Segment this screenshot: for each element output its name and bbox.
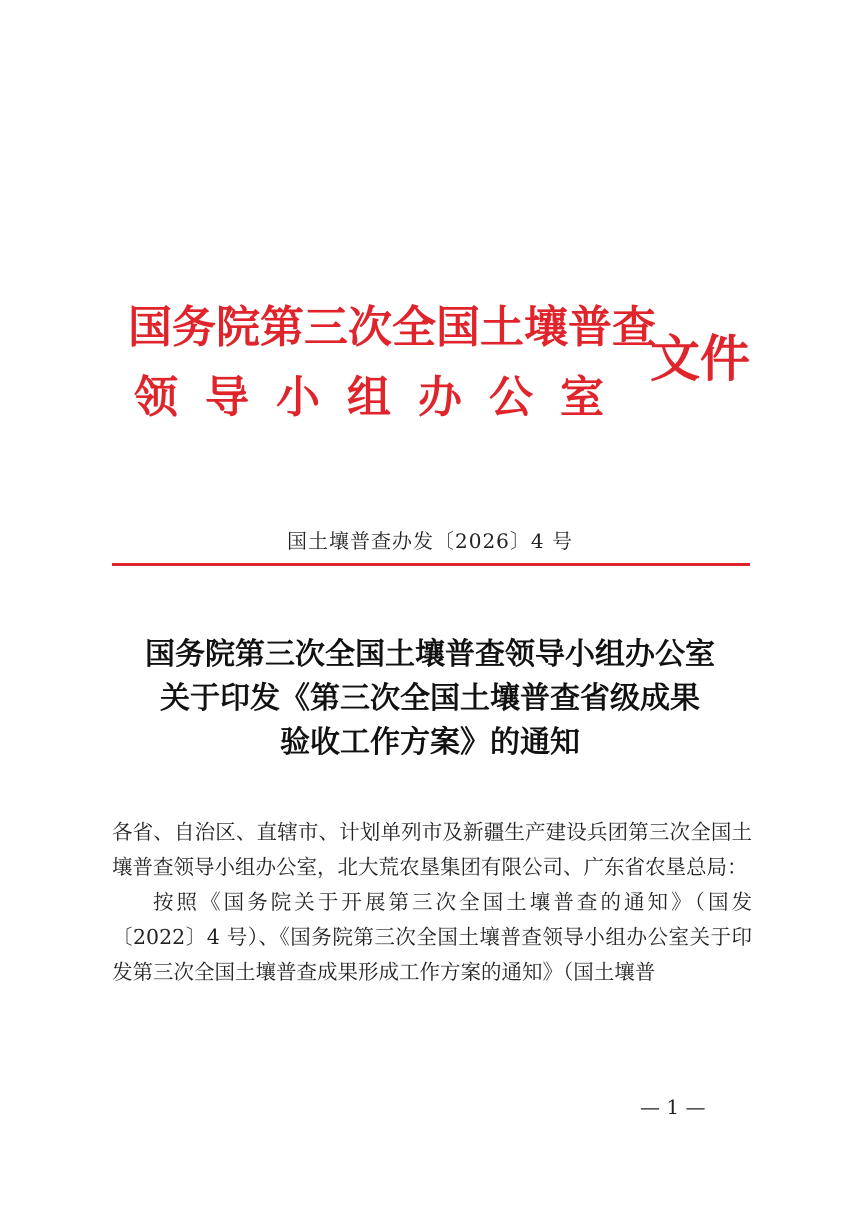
title-line-1: 国务院第三次全国土壤普查领导小组办公室 — [145, 637, 715, 672]
masthead-line-1: 国务院第三次全国土壤普查 — [128, 302, 656, 353]
page-number: — 1 — — [640, 1095, 706, 1119]
document-title — [0, 633, 860, 765]
masthead-char: 公 — [489, 372, 533, 423]
masthead-char: 组 — [347, 372, 391, 423]
red-divider — [112, 563, 750, 566]
masthead-suffix: 文件 — [650, 329, 750, 388]
masthead-char: 领 — [134, 372, 178, 423]
masthead-line-2 — [134, 368, 604, 428]
document-body — [112, 815, 752, 990]
masthead-char: 小 — [276, 372, 320, 423]
masthead-char: 导 — [205, 372, 249, 423]
body-paragraph: 按照《国务院关于开展第三次全国土壤普查的通知》（国发〔2022〕4 号）、《国务院第三次全国土壤普查领导小组办公室关于印发第三次全国土壤普查成果形成工作方案的通知》（国土壤普 — [112, 890, 752, 984]
title-line-2: 关于印发《第三次全国土壤普查省级成果 — [160, 681, 700, 716]
masthead-char: 办 — [418, 372, 462, 423]
document-number: 国土壤普查办发〔2026〕4 号 — [287, 529, 573, 553]
masthead-char: 室 — [560, 372, 604, 423]
title-line-3: 验收工作方案》的通知 — [280, 725, 580, 760]
addressee: 各省、自治区、直辖市、计划单列市及新疆生产建设兵团第三次全国土壤普查领导小组办公室，北大荒农垦集团有限公司、广东省农垦总局： — [112, 820, 752, 879]
